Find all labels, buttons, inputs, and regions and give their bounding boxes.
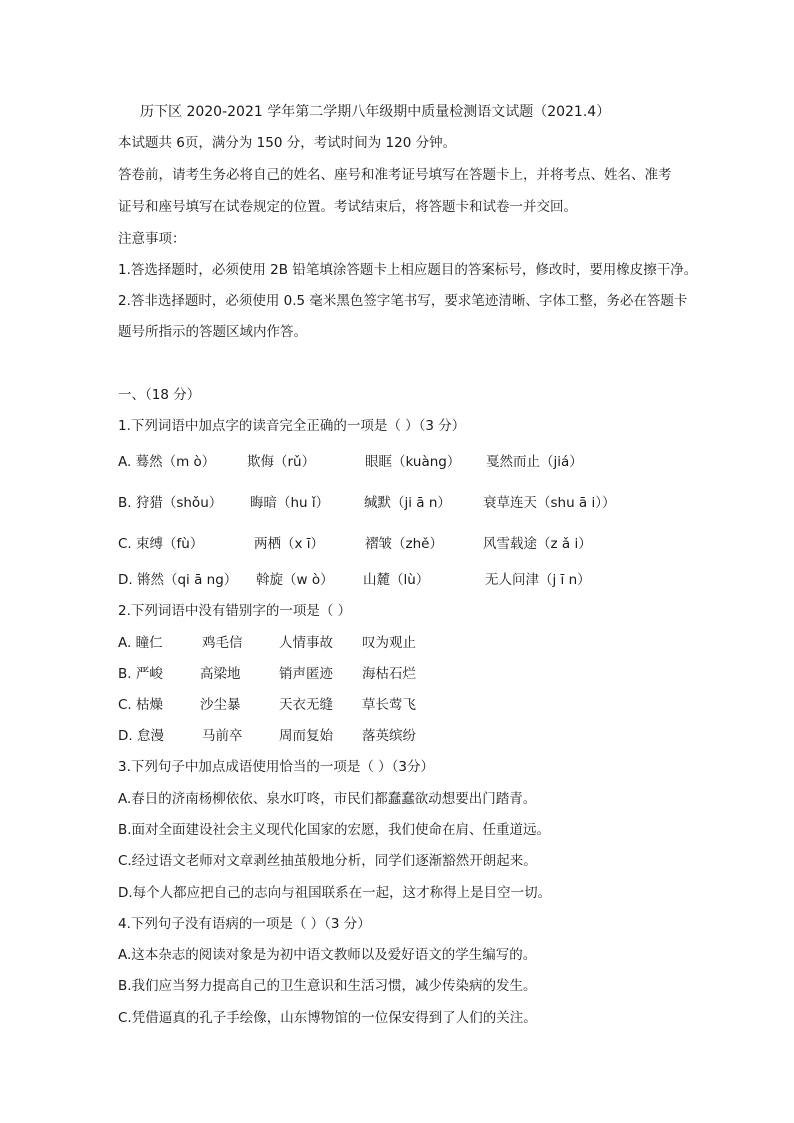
q2-option-d-4: 落英缤纷 — [362, 728, 416, 744]
q3-option-b: B.面对全面建设社会主义现代化国家的宏愿，我们使命在肩、任重道远。 — [118, 822, 551, 838]
q1-option-c-4: 风雪载途（z ǎ i） — [483, 536, 592, 552]
q2-option-b-4: 海枯石烂 — [362, 666, 416, 682]
question-2-stem: 2.下列词语中没有错别字的一项是（ ） — [118, 603, 352, 619]
notes-heading: 注意事项： — [118, 231, 186, 247]
q4-option-a: A.这本杂志的阅读对象是为初中语文教师以及爱好语文的学生编写的。 — [118, 947, 537, 963]
q3-option-c: C.经过语文老师对文章剥丝抽茧般地分析，同学们逐渐豁然开朗起来。 — [118, 853, 537, 869]
q1-option-b-2: 晦暗（hu ǐ） — [250, 495, 330, 511]
question-4-stem: 4.下列句子没有语病的一项是（ ）（3 分） — [118, 916, 371, 932]
q2-option-c-2: 沙尘暴 — [200, 697, 241, 713]
intro-line: 答卷前，请考生务必将自己的姓名、座号和准考证号填写在答题卡上，并将考点、姓名、准考 — [118, 167, 672, 183]
q2-option-d-2: 马前卒 — [202, 728, 243, 744]
note-item: 2.答非选择题时，必须使用 0.5 毫米黑色签字笔书写，要求笔迹清晰、字体工整，务必在答题卡 — [118, 293, 688, 309]
exam-title: 历下区 2020-2021 学年第二学期八年级期中质量检测语文试题（2021.4） — [140, 104, 611, 120]
q2-option-a-3: 人情事故 — [279, 635, 333, 651]
q2-option-b-3: 销声匿迹 — [279, 666, 333, 682]
q2-option-a-2: 鸡毛信 — [202, 635, 243, 651]
q4-option-c: C.凭借逼真的孔子手绘像，山东博物馆的一位保安得到了人们的关注。 — [118, 1010, 537, 1026]
q1-option-b-1: B. 狩猎（shǒu） — [118, 495, 223, 511]
q1-option-d-2: 斡旋（w ò） — [256, 572, 334, 588]
q2-option-b-1: B. 严峻 — [118, 666, 163, 682]
q2-option-d-3: 周而复始 — [279, 728, 333, 744]
q1-option-d-1: D. 锵然（qi ā ng） — [118, 572, 238, 588]
q4-option-b: B.我们应当努力提高自己的卫生意识和生活习惯，减少传染病的发生。 — [118, 978, 537, 994]
q1-option-b-4: 衰草连天（shu ā i）） — [483, 495, 616, 511]
intro-line: 本试题共 6页，满分为 150 分，考试时间为 120 分钟。 — [118, 135, 457, 151]
note-item: 题号所指示的答题区域内作答。 — [118, 324, 307, 340]
q2-option-a-4: 叹为观止 — [362, 635, 416, 651]
q1-option-a-3: 眼眶（kuàng） — [365, 454, 461, 470]
q1-option-d-3: 山麓（lù） — [363, 572, 430, 588]
q3-option-d: D.每个人都应把自己的志向与祖国联系在一起，这才称得上是目空一切。 — [118, 885, 552, 901]
q1-option-d-4: 无人问津（j ī n） — [485, 572, 591, 588]
intro-line: 证号和座号填写在试卷规定的位置。考试结束后，将答题卡和试卷一并交回。 — [118, 199, 577, 215]
section-heading: 一、（18 分） — [118, 387, 201, 403]
q1-option-b-3: 缄默（ji ā n） — [364, 495, 451, 511]
q2-option-b-2: 高梁地 — [200, 666, 241, 682]
q1-option-c-2: 两栖（x ī） — [254, 536, 325, 552]
q3-option-a: A.春日的济南杨柳依依、泉水叮咚，市民们都蠢蠢欲动想要出门踏青。 — [118, 791, 537, 807]
q2-option-c-1: C. 枯燥 — [118, 697, 164, 713]
q1-option-a-2: 欺侮（rǔ） — [247, 454, 316, 470]
q1-option-a-4: 戛然而止（jiá） — [486, 454, 583, 470]
question-3-stem: 3.下列句子中加点成语使用恰当的一项是（ ）（3分） — [118, 759, 435, 775]
q2-option-d-1: D. 怠漫 — [118, 728, 164, 744]
q2-option-a-1: A. 瞳仁 — [118, 635, 163, 651]
q1-option-c-1: C. 束缚（fù） — [118, 536, 204, 552]
question-1-stem: 1.下列词语中加点字的读音完全正确的一项是（ ）（3 分） — [118, 418, 466, 434]
q2-option-c-3: 天衣无缝 — [279, 697, 333, 713]
q1-option-a-1: A. 蓦然（m ò） — [118, 454, 216, 470]
q1-option-c-3: 褶皱（zhě） — [365, 536, 443, 552]
note-item: 1.答选择题时，必须使用 2B 铅笔填涂答题卡上相应题目的答案标号，修改时，要用橡皮擦干净。 — [118, 262, 698, 278]
q2-option-c-4: 草长莺飞 — [362, 697, 416, 713]
